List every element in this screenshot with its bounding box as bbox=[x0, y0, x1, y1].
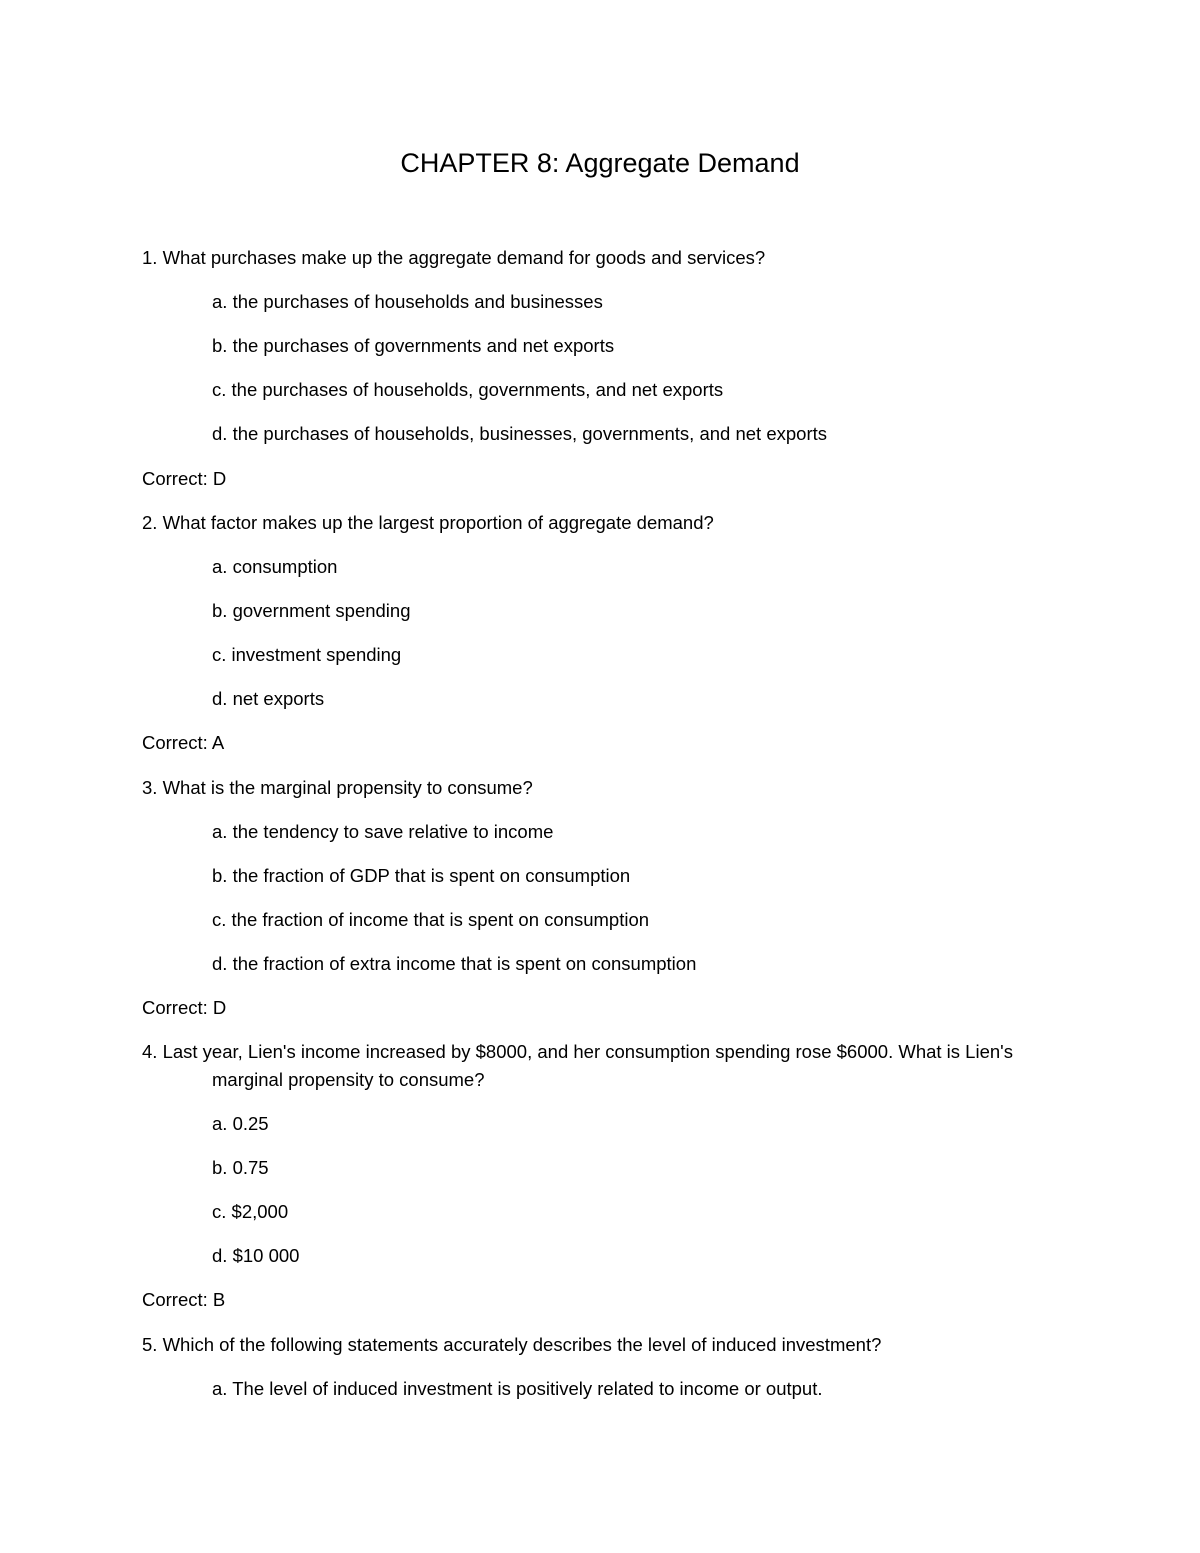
question-4 bbox=[142, 1038, 1013, 1066]
question-text: Which of the following statements accurately describes the level of induced investment? bbox=[162, 1334, 882, 1355]
option-4b: b. 0.75 bbox=[212, 1157, 269, 1178]
question-4-continuation: marginal propensity to consume? bbox=[212, 1069, 485, 1090]
question-number: 2. bbox=[142, 512, 158, 533]
option-5a: a. The level of induced investment is positively related to income or output. bbox=[212, 1378, 823, 1399]
option-4c: c. $2,000 bbox=[212, 1201, 289, 1222]
question-1 bbox=[142, 244, 765, 272]
question-3 bbox=[142, 774, 533, 802]
option-2d: d. net exports bbox=[212, 688, 325, 709]
option-3c: c. the fraction of income that is spent on consumption bbox=[212, 909, 650, 930]
question-5 bbox=[142, 1331, 881, 1359]
question-text: Last year, Lien's income increased by $8000, and her consumption spending rose $6000. What is Lien's bbox=[162, 1041, 1013, 1062]
option-2c: c. investment spending bbox=[212, 644, 402, 665]
question-number: 4. bbox=[142, 1041, 158, 1062]
answer-3: Correct: D bbox=[142, 997, 227, 1018]
option-1d: d. the purchases of households, businesses, governments, and net exports bbox=[212, 423, 827, 444]
answer-2: Correct: A bbox=[142, 732, 225, 753]
chapter-title: CHAPTER 8: Aggregate Demand bbox=[400, 148, 800, 178]
option-1a: a. the purchases of households and businesses bbox=[212, 291, 603, 312]
question-number: 3. bbox=[142, 777, 158, 798]
question-text: What factor makes up the largest proportion of aggregate demand? bbox=[162, 512, 714, 533]
question-text: What purchases make up the aggregate demand for goods and services? bbox=[162, 247, 766, 268]
answer-4: Correct: B bbox=[142, 1289, 226, 1310]
question-number: 1. bbox=[142, 247, 158, 268]
option-1c: c. the purchases of households, governments, and net exports bbox=[212, 379, 724, 400]
question-2 bbox=[142, 509, 714, 537]
option-4a: a. 0.25 bbox=[212, 1113, 269, 1134]
question-number: 5. bbox=[142, 1334, 158, 1355]
option-3d: d. the fraction of extra income that is spent on consumption bbox=[212, 953, 697, 974]
question-text: What is the marginal propensity to consume? bbox=[162, 777, 533, 798]
option-1b: b. the purchases of governments and net exports bbox=[212, 335, 615, 356]
option-4d: d. $10 000 bbox=[212, 1245, 300, 1266]
option-2a: a. consumption bbox=[212, 556, 338, 577]
option-3a: a. the tendency to save relative to income bbox=[212, 821, 554, 842]
option-2b: b. government spending bbox=[212, 600, 411, 621]
option-3b: b. the fraction of GDP that is spent on consumption bbox=[212, 865, 631, 886]
answer-1: Correct: D bbox=[142, 468, 227, 489]
